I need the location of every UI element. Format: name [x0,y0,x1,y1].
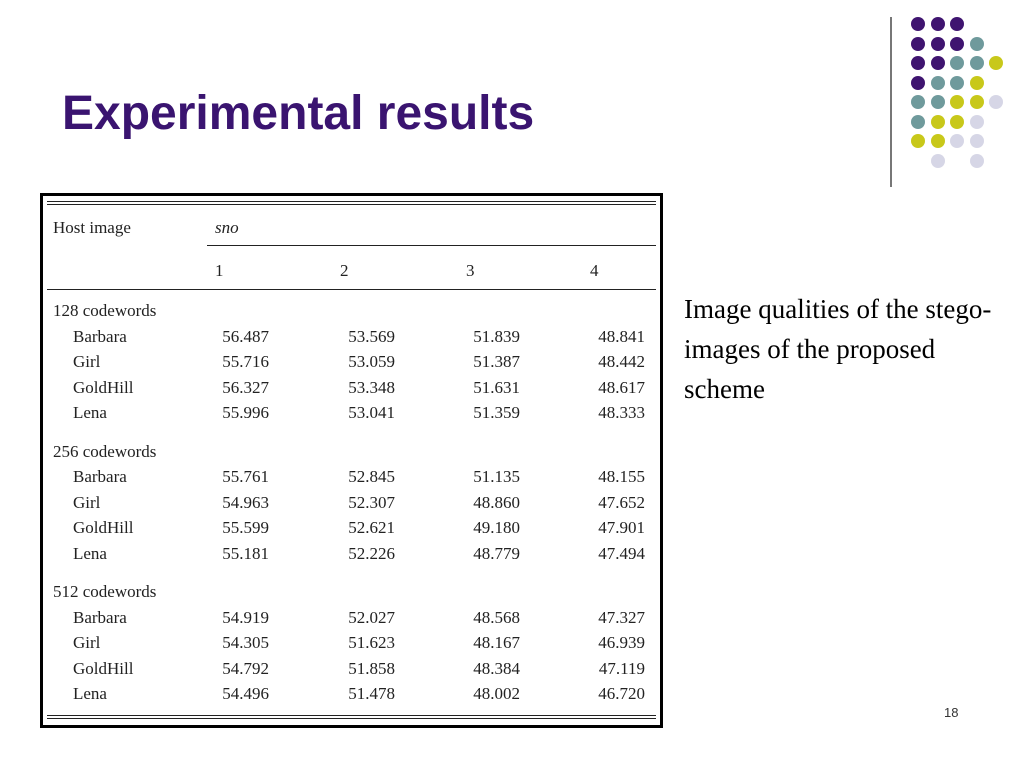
table-cell: 47.652 [598,492,645,512]
slide-title: Experimental results [62,87,535,140]
table-cell: 47.494 [598,543,645,563]
decorative-dot [911,134,925,148]
decorative-dot [950,95,964,109]
table-cell: 55.716 [222,352,269,371]
row-name: Girl [73,352,101,371]
decorative-dot [950,76,964,90]
decorative-dot [989,56,1003,70]
decorative-dot [931,37,945,51]
group-label: 128 codewords [53,301,157,320]
column-header: 2 [340,261,349,280]
row-name: Barbara [73,467,127,486]
table-cell: 54.963 [222,492,269,512]
table-cell: 56.327 [222,377,269,397]
decorative-dot [950,115,964,129]
table-cell: 53.059 [348,352,395,371]
table-cell: 48.002 [473,684,520,703]
decorative-dot [911,76,925,90]
decorative-dot [931,56,945,70]
table-cell: 48.860 [473,492,520,512]
decorative-dot [931,17,945,31]
decorative-dot [911,95,925,109]
table-cell: 48.442 [598,352,645,371]
table-cell: 55.599 [222,518,269,537]
table-cell: 52.027 [348,607,395,627]
decorative-dot [931,154,945,168]
table-rule [47,715,656,716]
decorative-dot [950,134,964,148]
table-cell: 49.180 [473,518,520,537]
decorative-dot [931,95,945,109]
table-cell: 47.901 [598,518,645,537]
table-cell: 52.307 [348,492,395,512]
table-cell: 52.845 [348,467,395,486]
decorative-dot [970,154,984,168]
row-name: Girl [73,492,101,512]
header-host-image: Host image [53,218,131,237]
header-sno: sno [215,218,239,237]
decorative-dot [931,134,945,148]
table-cell: 46.720 [598,684,645,703]
table-cell: 47.327 [598,607,645,627]
table-cell: 53.041 [348,403,395,422]
column-header: 1 [215,261,224,280]
row-name: Lena [73,684,107,703]
table-cell: 51.359 [473,403,520,422]
row-name: GoldHill [73,518,134,537]
table-cell: 46.939 [598,633,645,652]
decorative-dot [931,76,945,90]
group-label: 256 codewords [53,441,157,461]
row-name: Barbara [73,607,127,627]
table-cell: 51.623 [348,633,395,652]
table-cell: 48.384 [473,658,520,678]
row-name: GoldHill [73,377,134,397]
table-cell: 56.487 [222,326,269,346]
decorative-dot [970,95,984,109]
decorative-dot [911,56,925,70]
table-cell: 54.792 [222,658,269,678]
decorative-dot [970,37,984,51]
table-rule [47,289,656,290]
decorative-dot [970,115,984,129]
table-cell: 48.333 [598,403,645,422]
column-header: 3 [466,261,475,280]
results-table-body [47,200,656,721]
decorative-dot [970,56,984,70]
decorative-dot [911,115,925,129]
decorative-divider [890,17,892,187]
decorative-dot [950,17,964,31]
decorative-dot [911,37,925,51]
row-name: Girl [73,633,101,652]
table-cell: 51.478 [348,684,395,703]
table-rule [47,204,656,205]
table-cell: 48.617 [598,377,645,397]
table-cell: 52.226 [348,543,395,563]
table-rule [47,718,656,719]
table-cell: 51.387 [473,352,520,371]
table-cell: 51.839 [473,326,520,346]
table-cell: 47.119 [598,658,645,678]
decorative-dot [950,56,964,70]
decorative-dot [950,37,964,51]
column-header: 4 [590,261,599,280]
table-rule [47,201,656,202]
table-cell: 55.181 [222,543,269,563]
results-table [40,193,663,728]
table-cell: 54.496 [222,684,269,703]
decorative-dot [970,76,984,90]
table-cell: 54.919 [222,607,269,627]
table-cell: 55.996 [222,403,269,422]
decorative-dot [989,95,1003,109]
table-cell: 53.348 [348,377,395,397]
row-name: Lena [73,543,107,563]
table-cell: 53.569 [348,326,395,346]
row-name: Barbara [73,326,127,346]
table-cell: 51.858 [348,658,395,678]
page-number: 18 [944,705,959,720]
decorative-dot [970,134,984,148]
table-cell: 52.621 [348,518,395,537]
table-cell: 48.779 [473,543,520,563]
row-name: GoldHill [73,658,134,678]
caption: Image qualities of the stego-images of the proposed scheme [684,294,992,404]
table-cell: 48.568 [473,607,520,627]
table-cell: 48.167 [473,633,520,652]
table-cell: 54.305 [222,633,269,652]
table-rule [207,245,656,246]
group-label: 512 codewords [53,582,157,601]
table-cell: 55.761 [222,467,269,486]
table-cell: 51.135 [473,467,520,486]
table-cell: 48.841 [598,326,645,346]
row-name: Lena [73,403,107,422]
table-cell: 51.631 [473,377,520,397]
table-cell: 48.155 [598,467,645,486]
decorative-dot [931,115,945,129]
decorative-dot [911,17,925,31]
